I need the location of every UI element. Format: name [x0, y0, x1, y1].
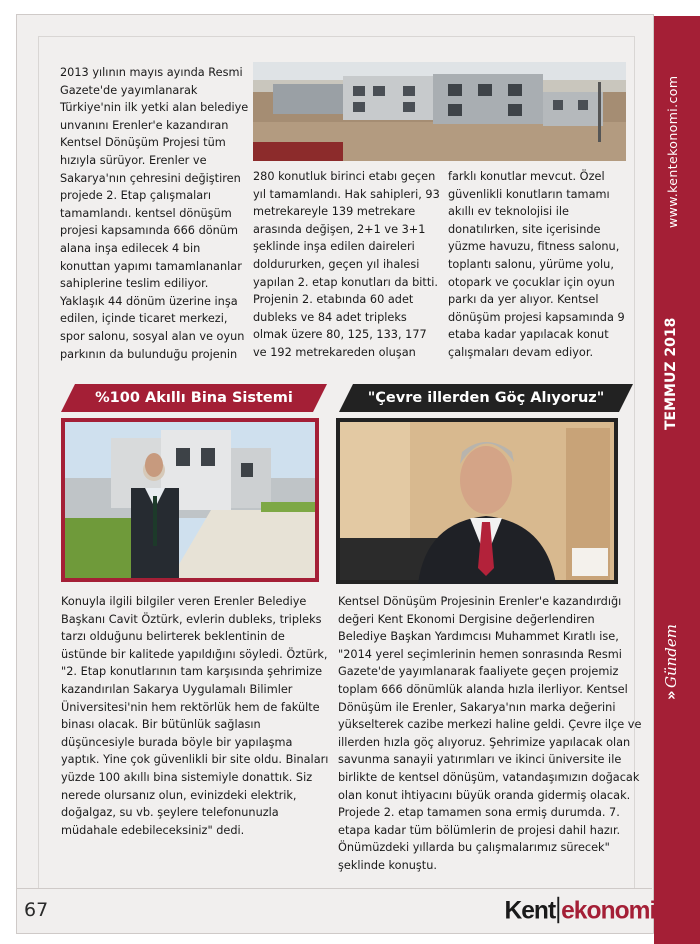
text-line: şeklinde konuştu.: [338, 858, 437, 872]
text-line: birlikte de kentsel dönüşüm, vatandaşımızın doğacak: [338, 770, 640, 784]
svg-text:ekonomi: ekonomi: [561, 897, 656, 925]
section-marker: »: [662, 690, 680, 700]
text-line: üstünde bir kalitede yapıldığını söyledi. Öztürk,: [61, 647, 328, 661]
text-line: ve 192 metrekareden oluşan: [253, 345, 416, 359]
migration-banner: [339, 384, 633, 412]
text-line: savunma sanayii yatırımları ve ikinci üniversite ile: [338, 753, 622, 767]
text-line: değeri Kent Ekonomi Dergisine değerlendiren: [338, 612, 595, 626]
text-line: olan konut ihtiyacını büyük oranda gidermiş olacak.: [338, 788, 631, 802]
text-line: projede 2. Etap çalışmaları: [60, 189, 211, 203]
text-line: binası olacak. Bir bütünlük sağlasın: [61, 718, 261, 732]
text-line: yüzme havuzu, fitness salonu,: [448, 240, 620, 254]
text-line: Başkanı Cavit Öztürk, evlerin dubleks, tripleks: [61, 612, 322, 626]
text-line: "2014 yerel seçimlerinin hemen sonrasında Resmi: [338, 647, 622, 661]
article-column-2: [253, 168, 440, 362]
text-line: Sakarya'nın çehresini değiştiren: [60, 171, 241, 185]
text-line: projesi kapsamında 666 dönüm: [60, 224, 238, 238]
sidebar-top-gap: [654, 0, 700, 16]
housing-complex-photo: [253, 62, 626, 161]
text-line: etaba kadar yapılacak konut: [448, 328, 609, 342]
text-line: yüzde 100 akıllı bina sistemiyle donattık. Siz: [61, 770, 313, 784]
text-line: Projede 2. etap tamamen sona ermiş durumda. 7.: [338, 806, 620, 820]
issue-date: TEMMUZ 2018: [663, 317, 679, 430]
text-line: otopark ve çocuklar için oyun: [448, 275, 615, 289]
text-line: Türkiye'nin ilk yetki alan belediye: [60, 101, 249, 115]
text-line: nerede olursanız olun, evinizdeki elektrik,: [61, 788, 297, 802]
text-line: Üniversitesi'nin hem rektörlük hem de fakülte: [61, 700, 320, 714]
text-line: olmak üzere 80, 125, 133, 177: [253, 328, 427, 342]
article-column-3: [448, 168, 625, 362]
footer-divider: [16, 888, 652, 889]
text-line: parkının da bulunduğu projenin: [60, 347, 238, 361]
text-line: Projenin 2. etabında 60 adet: [253, 293, 414, 307]
text-line: yükselterek cazibe merkezi haline geldi. Çevre ilçe ve: [338, 718, 642, 732]
text-line: unvanını Erenler'e kazandıran: [60, 118, 229, 132]
text-line: donatılırken, site içerisinde: [448, 222, 601, 236]
text-line: doldururken, geçen yıl ihalesi: [253, 257, 420, 271]
text-line: Gazete'de yayımlanarak faaliyete geçen projemiz: [338, 665, 619, 679]
text-line: yaptık. Yine çok güvenlikli bir site oldu. Binaları: [61, 753, 329, 767]
text-line: Gazete'de yayımlanarak: [60, 83, 198, 97]
text-line: metrekareyle 139 metrekare: [253, 205, 416, 219]
text-line: Dönüşüm ile Erenler, Sakarya'nın marka değerini: [338, 700, 616, 714]
article-column-1: [60, 64, 248, 363]
text-line: müdahale edebileceksiniz" dedi.: [61, 823, 245, 837]
text-line: dubleks ve 84 adet tripleks: [253, 310, 407, 324]
text-line: kazandırılan Sakarya Uygulamalı Bilimler: [61, 682, 293, 696]
text-line: konuttan yapımı tamamlananlar: [60, 259, 242, 273]
text-line: çalışmaları devam ediyor.: [448, 345, 594, 359]
text-line: tamamlandı. kentsel dönüşüm: [60, 206, 232, 220]
migration-heading: "Çevre illerden Göç Alıyoruz": [367, 390, 605, 406]
text-line: yapılan 2. etap konutları da bitti.: [253, 275, 438, 289]
page-number: 67: [24, 899, 49, 921]
text-line: 280 konutluk birinci etabı geçen: [253, 170, 436, 183]
website-url: www.kentekonomi.com: [665, 75, 680, 228]
text-line: yıl tamamlandı. Hak sahipleri, 93: [253, 187, 440, 201]
text-line: farklı konutlar mevcut. Özel: [448, 170, 605, 183]
text-line: sahiplerine teslim ediliyor.: [60, 277, 209, 291]
section-title: Gündem: [662, 623, 680, 688]
text-line: toplam 666 dönümlük alanda hızla ilerliyor. Kentsel: [338, 682, 628, 696]
mayor-photo: [61, 418, 319, 582]
text-line: akıllı ev teknolojisi ile: [448, 205, 570, 219]
text-line: toplantı salonu, yürüme yolu,: [448, 257, 614, 271]
text-line: edilen, içinde ticaret merkezi,: [60, 312, 228, 326]
deputy-mayor-photo: [336, 418, 618, 584]
text-line: dönüşüm projesi kapsamında 9: [448, 310, 625, 324]
text-line: Belediye Başkan Yardımcısı Muhammet Kıratlı ise,: [338, 630, 619, 644]
text-line: Kentsel Dönüşüm Projesinin Erenler'e kazandırdığı: [338, 595, 622, 608]
smart-building-banner: [61, 384, 327, 412]
text-line: alana inşa edilecek 4 bin: [60, 241, 201, 255]
text-line: etapa kadar tüm bölümlerin de projesi dahil hazır.: [338, 823, 621, 837]
text-line: Yaklaşık 44 dönüm üzerine inşa: [60, 294, 238, 308]
text-line: güvenlikli konutların tamamı: [448, 187, 610, 201]
text-line: 2013 yılının mayıs ayında Resmi: [60, 66, 243, 79]
migration-text: [338, 593, 641, 875]
text-line: doğalgaz, su vb. şeylere telefonunuzla: [61, 806, 279, 820]
smart-building-text: [61, 593, 328, 839]
smart-building-heading: %100 Akıllı Bina Sistemi: [95, 390, 293, 406]
text-line: düşüncesiyle burada böyle bir yapılaşma: [61, 735, 293, 749]
text-line: "2. Etap konutlarının tam karşısında şehrimize: [61, 665, 323, 679]
text-line: Kentsel Dönüşüm Projesi tüm: [60, 136, 226, 150]
svg-text:Kent: Kent: [504, 897, 556, 925]
text-line: parkı da yer alıyor. Kentsel: [448, 293, 599, 307]
text-line: Önümüzdeki yıllarda bu çalışmalarımız sürecek": [338, 841, 610, 855]
text-line: tarzı olduğunu belirterek beklentinin de: [61, 630, 285, 644]
text-line: illerden hızla göç alıyoruz. Şehrimize yapılacak olan: [338, 735, 631, 749]
text-line: hızıyla sürüyor. Erenler ve: [60, 153, 207, 167]
kent-ekonomi-logo: [500, 893, 660, 927]
text-line: spor salonu, sosyal alan ve oyun: [60, 329, 245, 343]
text-line: arasında değişen, 2+1 ve 3+1: [253, 222, 426, 236]
text-line: şeklinde inşa edilen daireleri: [253, 240, 415, 254]
text-line: Konuyla ilgili bilgiler veren Erenler Belediye: [61, 595, 307, 608]
